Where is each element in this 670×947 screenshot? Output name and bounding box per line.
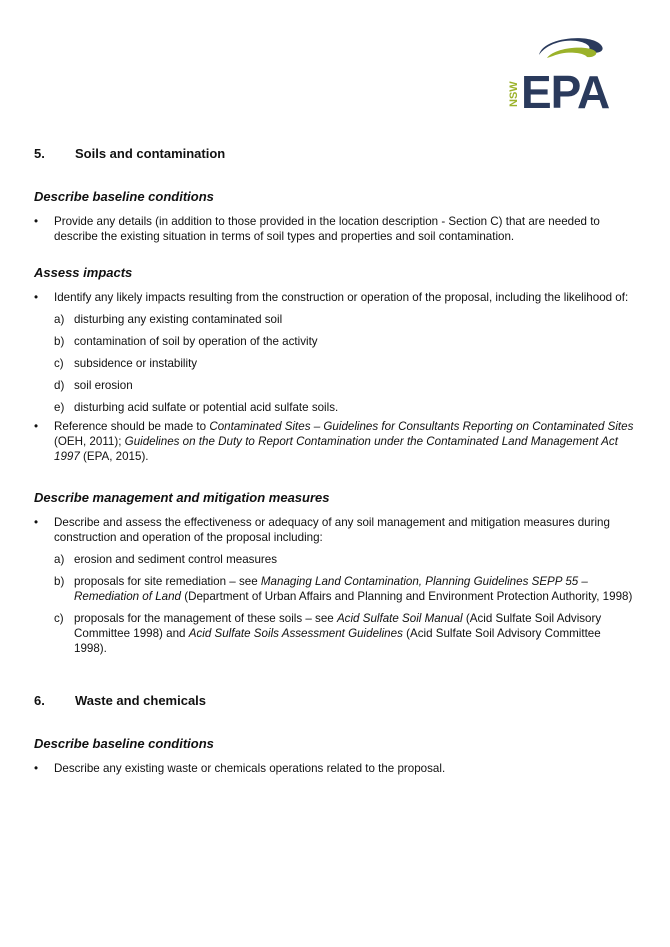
sublist-item <box>54 400 634 415</box>
item-marker: c) <box>54 612 64 625</box>
bullet-text: Identify any likely impacts resulting from the construction or operation of the proposal, including the likelihood of: <box>54 291 629 304</box>
sublist-item <box>54 312 634 327</box>
item-marker: a) <box>54 313 65 326</box>
sublist-item <box>54 552 634 567</box>
item-text: contamination of soil by operation of the activity <box>74 335 318 348</box>
nsw-epa-logo <box>503 31 629 115</box>
bullet-icon: • <box>34 420 39 433</box>
subheading-impacts: Assess impacts <box>34 265 133 280</box>
sublist-item <box>54 356 634 371</box>
bullet-text: Provide any details (in addition to those provided in the location description - Section C) that are needed to describe the existing situation in terms of soil types and properties and soil contamination. <box>54 215 600 243</box>
bullet-icon: • <box>34 291 39 304</box>
item-text: disturbing any existing contaminated soil <box>74 313 283 326</box>
bullet-text: Describe and assess the effectiveness or adequacy of any soil management and mitigation measures during construction and operation of the proposal including: <box>54 516 610 544</box>
subheading-mitigation: Describe management and mitigation measures <box>34 490 330 505</box>
item-marker: c) <box>54 357 64 370</box>
list-item <box>34 419 634 464</box>
sublist-item <box>54 334 634 349</box>
sublist-item <box>54 378 634 393</box>
item-text: proposals for the management of these soils – see Acid Sulfate Soil Manual (Acid Sulfate Soil Advisory Committee 1998) and Acid Sulfate Soils Assessment Guidelines (Acid Sulfate Soil Advisory Committee 1998). <box>74 612 602 655</box>
item-text: subsidence or instability <box>74 357 198 370</box>
bullet-text: Describe any existing waste or chemicals operations related to the proposal. <box>54 762 446 775</box>
sublist-item <box>54 611 634 656</box>
subheading-baseline: Describe baseline conditions <box>34 189 214 204</box>
item-text: soil erosion <box>74 379 133 392</box>
bullet-icon: • <box>34 762 39 775</box>
item-marker: a) <box>54 553 65 566</box>
list-item <box>34 515 634 545</box>
section-title: Waste and chemicals <box>75 693 207 708</box>
item-text: disturbing acid sulfate or potential acid sulfate soils. <box>74 401 339 414</box>
section-number: 6. <box>34 693 45 708</box>
mitigation-sublist <box>34 552 634 656</box>
list-item <box>34 290 634 305</box>
bullet-icon: • <box>34 516 39 529</box>
item-text: erosion and sediment control measures <box>74 553 277 566</box>
section-heading-5 <box>34 145 634 162</box>
item-marker: d) <box>54 379 65 392</box>
document-content <box>34 145 634 776</box>
impacts-sublist <box>34 312 634 415</box>
bullet-text: Reference should be made to Contaminated Sites – Guidelines for Consultants Reporting on Contaminated Sites (OEH, 2011); Guidelines on the Duty to Report Contamination under the Contaminated Land Management Act 1997 (EPA, 2015). <box>54 420 634 463</box>
logo-name-text: EPA <box>521 66 610 115</box>
logo-prefix-text: NSW <box>508 81 520 107</box>
subheading-baseline: Describe baseline conditions <box>34 736 214 751</box>
section-heading-6 <box>34 692 634 709</box>
item-marker: b) <box>54 575 65 588</box>
bullet-icon: • <box>34 215 39 228</box>
list-item <box>34 214 634 244</box>
item-marker: b) <box>54 335 65 348</box>
list-item <box>34 761 634 776</box>
section-number: 5. <box>34 146 45 161</box>
item-marker: e) <box>54 401 65 414</box>
item-text: proposals for site remediation – see Managing Land Contamination, Planning Guidelines SEPP 55 – Remediation of Land (Department of Urban Affairs and Planning and Environment Protection Authority, 1998) <box>74 575 633 603</box>
epa-logo-graphic <box>503 31 629 115</box>
section-title: Soils and contamination <box>75 146 226 161</box>
sublist-item <box>54 574 634 604</box>
